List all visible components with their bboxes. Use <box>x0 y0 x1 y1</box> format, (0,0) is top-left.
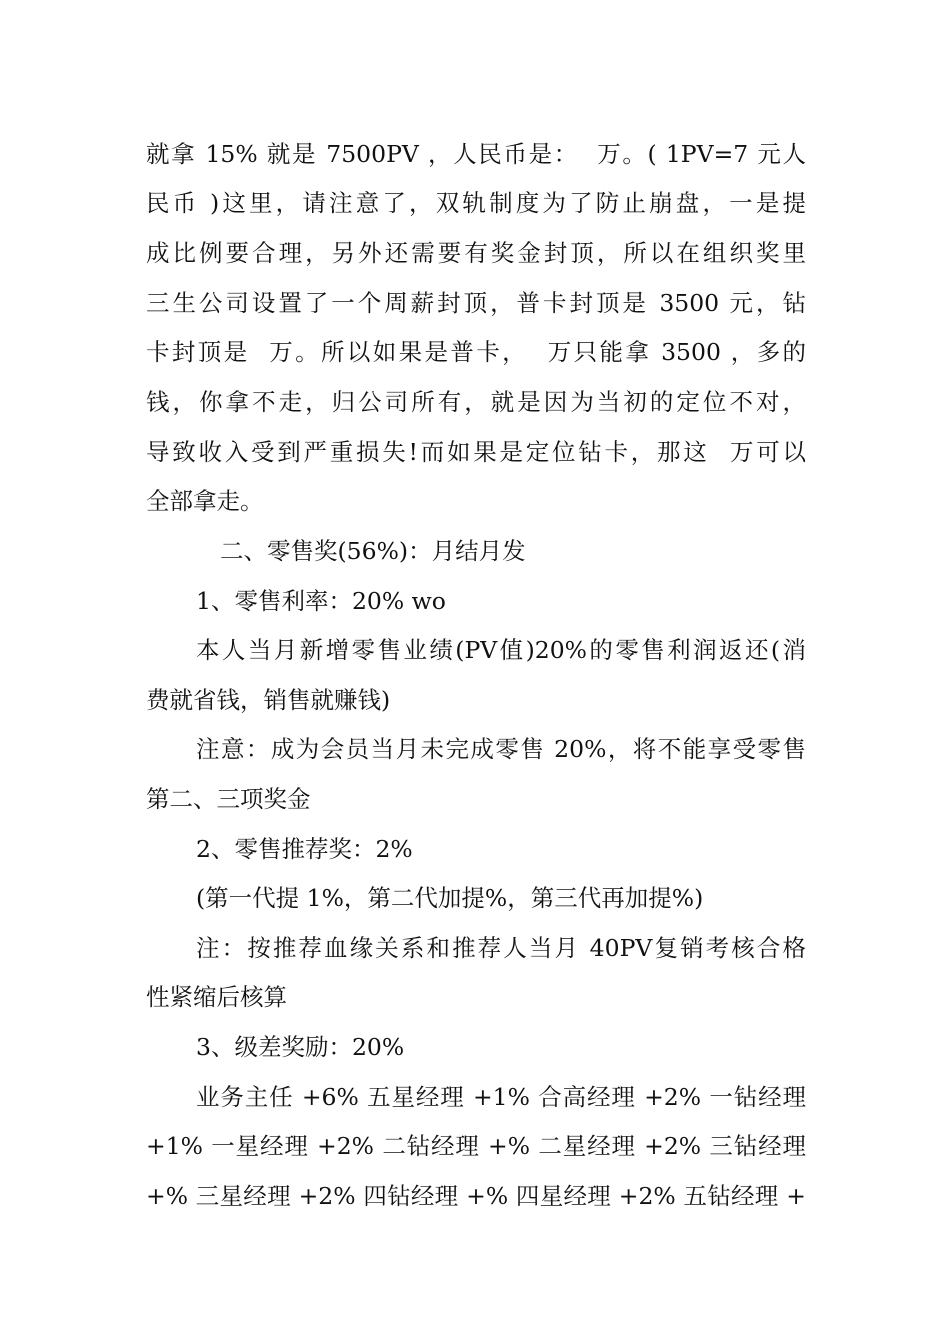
item-3-heading: 3、级差奖励：20% <box>196 1033 405 1061</box>
paragraph-1-line-8: 全部拿走。 <box>146 487 264 515</box>
paragraph-1-line-7: 导致收入受到严重损失!而如果是定位钻卡，那这 万可以 <box>146 438 806 466</box>
paragraph-1-line-3: 成比例要合理，另外还需要有奖金封顶，所以在组织奖里 <box>146 239 806 267</box>
item-1-body-line-2: 费就省钱，销售就赚钱) <box>146 686 391 714</box>
item-2-note-line-2: 性紧缩后核算 <box>146 983 287 1011</box>
item-1-body-line-1: 本人当月新增零售业绩(PV值)20%的零售利润返还(消 <box>196 636 806 664</box>
item-1-note-line-1: 注意：成为会员当月未完成零售 20%，将不能享受零售 <box>196 735 806 763</box>
item-2-note-line-1: 注：按推荐血缘关系和推荐人当月 40PV复销考核合格 <box>196 934 806 962</box>
item-1-heading: 1、零售利率：20% wo <box>196 587 446 615</box>
paragraph-1-line-6: 钱，你拿不走，归公司所有，就是因为当初的定位不对， <box>146 388 806 416</box>
section-heading: 二、零售奖(56%)：月结月发 <box>220 537 526 565</box>
item-1-note-line-2: 第二、三项奖金 <box>146 785 311 813</box>
paragraph-1-line-2: 民币 )这里，请注意了，双轨制度为了防止崩盘，一是提 <box>146 189 806 217</box>
item-3-levels-line-1: 业务主任 +6% 五星经理 +1% 合高经理 +2% 一钻经理 <box>196 1083 806 1111</box>
item-2-detail: (第一代提 1%，第二代加提%，第三代再加提%) <box>196 884 704 912</box>
paragraph-1-line-1: 就拿 15% 就是 7500PV ，人民币是： 万。( 1PV=7 元人 <box>146 140 806 168</box>
paragraph-1-line-4: 三生公司设置了一个周薪封顶，普卡封顶是 3500 元，钻 <box>146 289 806 317</box>
item-3-levels-line-2: +1% 一星经理 +2% 二钻经理 +% 二星经理 +2% 三钻经理 <box>146 1132 806 1160</box>
paragraph-1-line-5: 卡封顶是 万。所以如果是普卡， 万只能拿 3500 ，多的 <box>146 338 806 366</box>
item-3-levels-line-3: +% 三星经理 +2% 四钻经理 +% 四星经理 +2% 五钻经理 + <box>146 1182 806 1210</box>
item-2-heading: 2、零售推荐奖：2% <box>196 835 413 863</box>
